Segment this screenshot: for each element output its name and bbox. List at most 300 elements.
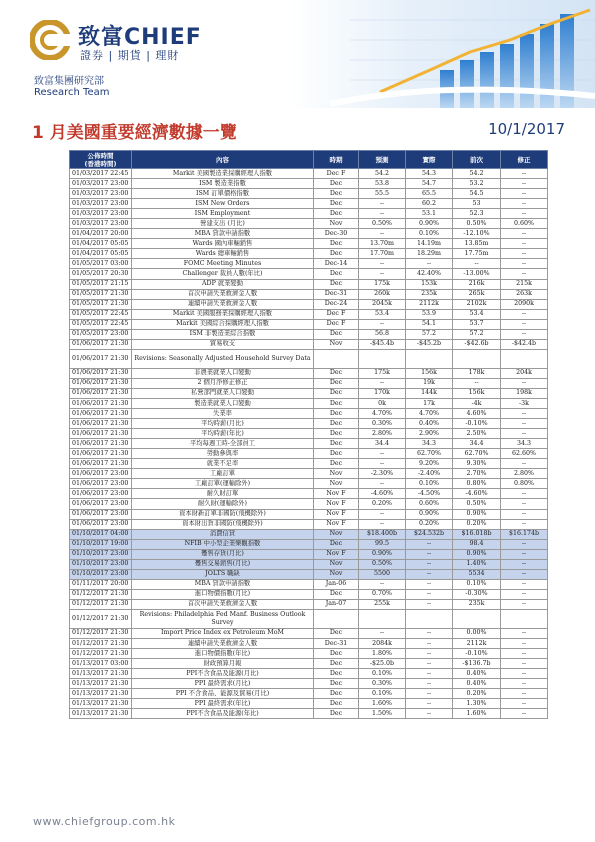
cell-time: 01/13/2017 03:00 [70,659,132,669]
table-row [70,659,548,669]
table-row [70,259,548,269]
cell-content: Revisions: Philadelphia Fed Manf. Business Outlook Survey [132,609,314,628]
cell-actual [406,349,453,368]
cell-prior: -0.30% [453,589,501,599]
cell-actual: 14.19m [406,239,453,249]
table-row [70,339,548,349]
cell-prior: 53.4 [453,309,501,319]
cell-time: 01/06/2017 21:30 [70,439,132,449]
cell-time: 01/05/2017 03:00 [70,259,132,269]
cell-prior: 0.10% [453,579,501,589]
cell-actual: 2.90% [406,429,453,439]
col-header-time: 公佈時間 (香港時間) [70,151,132,169]
cell-revised: 62.60% [501,449,548,459]
cell-forecast: 34.4 [359,439,406,449]
cell-actual: -4.50% [406,489,453,499]
cell-revised: 263k [501,289,548,299]
cell-content: FOMC Meeting Minutes [132,259,314,269]
cell-forecast: -- [359,479,406,489]
cell-prior: 178k [453,368,501,378]
cell-revised: -- [501,649,548,659]
cell-time: 01/06/2017 21:30 [70,349,132,368]
cell-revised: -- [501,599,548,609]
cell-prior: 52.3 [453,209,501,219]
cell-period: Nov [314,219,359,229]
cell-forecast: 260k [359,289,406,299]
chief-logo-icon [30,20,70,60]
cell-period: Nov [314,569,359,579]
cell-revised: -- [501,229,548,239]
table-row [70,429,548,439]
cell-revised: 2.80% [501,469,548,479]
cell-actual: 54.3 [406,169,453,179]
cell-revised: 2090k [501,299,548,309]
table-row [70,669,548,679]
table-row [70,459,548,469]
table-row [70,579,548,589]
cell-actual: 0.40% [406,419,453,429]
cell-prior: 34.4 [453,439,501,449]
cell-forecast: 1.50% [359,709,406,719]
cell-period: Dec [314,279,359,289]
cell-prior: -12.10% [453,229,501,239]
cell-actual: -- [406,549,453,559]
cell-forecast: 13.70m [359,239,406,249]
cell-actual: 0.90% [406,219,453,229]
cell-time: 01/03/2017 23:00 [70,189,132,199]
cell-forecast: 0k [359,398,406,408]
table-row [70,689,548,699]
cell-actual: -- [406,709,453,719]
cell-content: 平均每週工時-全部員工 [132,439,314,449]
cell-revised: -- [501,699,548,709]
cell-forecast: -- [359,319,406,329]
cell-time: 01/06/2017 21:30 [70,459,132,469]
cell-time: 01/12/2017 21:30 [70,639,132,649]
cell-content: 首次申請失業救濟金人數 [132,599,314,609]
cell-forecast: 2084k [359,639,406,649]
cell-content: 耐久財訂單 [132,489,314,499]
cell-revised: -- [501,378,548,388]
table-row [70,378,548,388]
cell-time: 01/04/2017 05:05 [70,249,132,259]
cell-period: Dec F [314,169,359,179]
cell-time: 01/06/2017 23:00 [70,479,132,489]
cell-period: Nov F [314,489,359,499]
cell-time: 01/10/2017 23:00 [70,559,132,569]
cell-time: 01/06/2017 21:30 [70,388,132,398]
cell-content: 工廠訂單(運輸除外) [132,479,314,489]
cell-time: 01/06/2017 23:00 [70,519,132,529]
cell-actual: 60.2 [406,199,453,209]
table-row [70,699,548,709]
header-chart-graphic [290,0,595,108]
cell-revised: -- [501,259,548,269]
cell-prior: 2.50% [453,429,501,439]
cell-prior: 2112k [453,639,501,649]
table-row [70,249,548,259]
cell-actual: 9.20% [406,459,453,469]
cell-prior: -$136.7b [453,659,501,669]
cell-prior: 0.90% [453,509,501,519]
cell-content: 2 個月淨修正修正 [132,378,314,388]
cell-forecast: 2045k [359,299,406,309]
cell-actual: 53.1 [406,209,453,219]
table-row [70,179,548,189]
col-header-period: 時期 [314,151,359,169]
cell-forecast: 175k [359,279,406,289]
cell-period: Nov [314,469,359,479]
table-row [70,189,548,199]
cell-prior: 9.30% [453,459,501,469]
table-row [70,609,548,628]
cell-forecast: 0.70% [359,589,406,599]
cell-revised: -3k [501,398,548,408]
cell-forecast: 0.10% [359,669,406,679]
cell-prior: 53.2 [453,179,501,189]
col-header-content: 內容 [132,151,314,169]
brand-name: 致富CHIEF [78,25,202,50]
cell-time: 01/05/2017 21:30 [70,299,132,309]
cell-content: MBA 貸款申請指數 [132,229,314,239]
cell-actual: -- [406,659,453,669]
cell-content: PPI不含食品及能源(年比) [132,709,314,719]
table-row [70,589,548,599]
cell-actual: -- [406,589,453,599]
cell-revised: 204k [501,368,548,378]
cell-period: Dec-31 [314,289,359,299]
table-row [70,649,548,659]
table-row [70,219,548,229]
table-row [70,279,548,289]
cell-forecast: 5500 [359,569,406,579]
cell-prior: -4.60% [453,489,501,499]
cell-revised: -- [501,429,548,439]
cell-prior: 0.80% [453,479,501,489]
table-header-row [70,151,548,169]
cell-content: PPI 最終需求(年比) [132,699,314,709]
cell-actual: 4.70% [406,409,453,419]
cell-time: 01/06/2017 21:30 [70,429,132,439]
cell-content: 進口物價指數(年比) [132,649,314,659]
cell-forecast: 170k [359,388,406,398]
cell-content: 製造業就業人口變動 [132,398,314,408]
cell-period: Jan-07 [314,599,359,609]
table-row [70,269,548,279]
cell-actual: -- [406,649,453,659]
cell-revised: -- [501,319,548,329]
cell-forecast: -- [359,229,406,239]
cell-actual: 0.90% [406,509,453,519]
cell-revised: -- [501,628,548,638]
table-row [70,209,548,219]
cell-prior: 13.85m [453,239,501,249]
cell-revised: -- [501,689,548,699]
cell-period: Jan-06 [314,579,359,589]
cell-content: 首次申請失業救濟金人數 [132,289,314,299]
cell-revised: 0.60% [501,219,548,229]
cell-time: 01/13/2017 21:30 [70,709,132,719]
table-row [70,239,548,249]
cell-period: Dec [314,249,359,259]
cell-revised: -- [501,679,548,689]
cell-actual: $24.532b [406,529,453,539]
cell-period: Nov F [314,549,359,559]
cell-period: Dec [314,239,359,249]
cell-content: 就業不足率 [132,459,314,469]
cell-period: Dec [314,669,359,679]
cell-actual: -- [406,569,453,579]
cell-revised: -- [501,209,548,219]
cell-time: 01/06/2017 21:30 [70,368,132,378]
cell-prior: 1.60% [453,709,501,719]
cell-revised [501,349,548,368]
cell-content: PPI 不含食品、能源及貿易(月比) [132,689,314,699]
cell-forecast: 0.10% [359,689,406,699]
cell-prior: 216k [453,279,501,289]
cell-prior: 4.60% [453,409,501,419]
cell-forecast: -$25.0b [359,659,406,669]
cell-revised: -- [501,569,548,579]
cell-prior: 54.2 [453,169,501,179]
cell-revised: -- [501,249,548,259]
cell-content: JOLTS 職缺 [132,569,314,579]
cell-content: Markit 美國綜合採購經理人指數 [132,319,314,329]
cell-time: 01/05/2017 23:00 [70,329,132,339]
cell-time: 01/05/2017 21:15 [70,279,132,289]
cell-revised: -- [501,419,548,429]
header [0,0,595,112]
cell-prior: 2102k [453,299,501,309]
cell-revised: -- [501,659,548,669]
cell-forecast: -- [359,449,406,459]
cell-time: 01/05/2017 20:30 [70,269,132,279]
cell-prior: 17.75m [453,249,501,259]
cell-time: 01/06/2017 21:30 [70,378,132,388]
cell-period: Dec [314,628,359,638]
cell-time: 01/13/2017 21:30 [70,669,132,679]
cell-content: PPI不含食品及能源(月比) [132,669,314,679]
report-date: 10/1/2017 [488,120,565,138]
table-row [70,489,548,499]
cell-period: Dec [314,209,359,219]
cell-actual: 65.5 [406,189,453,199]
cell-time: 01/04/2017 05:05 [70,239,132,249]
table-row [70,309,548,319]
cell-content: Wards 國內車輛銷售 [132,239,314,249]
table-row [70,419,548,429]
cell-actual: -- [406,599,453,609]
cell-forecast: -- [359,459,406,469]
cell-time: 01/05/2017 22:45 [70,319,132,329]
cell-prior: 156k [453,388,501,398]
cell-content: ISM 非製造業綜合指數 [132,329,314,339]
cell-content: 私營部門就業人口變動 [132,388,314,398]
cell-prior: 0.40% [453,679,501,689]
cell-time: 01/04/2017 20:00 [70,229,132,239]
cell-prior: 53 [453,199,501,209]
cell-prior: 235k [453,599,501,609]
cell-prior: 1.40% [453,559,501,569]
table-row [70,199,548,209]
table-row [70,469,548,479]
cell-content: 平均時薪(年比) [132,429,314,439]
cell-period: Dec [314,179,359,189]
cell-period: Dec [314,199,359,209]
cell-content: 勞動參與率 [132,449,314,459]
cell-time: 01/12/2017 21:30 [70,589,132,599]
cell-forecast: -$45.4b [359,339,406,349]
cell-forecast: 2.80% [359,429,406,439]
cell-time: 01/11/2017 20:00 [70,579,132,589]
cell-revised: $16.174b [501,529,548,539]
cell-actual: 2112k [406,299,453,309]
cell-content: Import Price Index ex Petroleum MoM [132,628,314,638]
cell-actual: 0.10% [406,479,453,489]
cell-prior: -4k [453,398,501,408]
cell-prior: 0.00% [453,628,501,638]
cell-content: 消費信貸 [132,529,314,539]
cell-period: Dec F [314,309,359,319]
cell-content: 連續申請失業救濟金人數 [132,299,314,309]
cell-period: Nov [314,559,359,569]
cell-actual: -- [406,559,453,569]
cell-prior: 62.70% [453,449,501,459]
cell-content: 貿易收支 [132,339,314,349]
cell-prior: 1.30% [453,699,501,709]
cell-actual: 42.40% [406,269,453,279]
cell-forecast: 53.4 [359,309,406,319]
cell-forecast: -- [359,378,406,388]
cell-actual: -- [406,628,453,638]
cell-time: 01/10/2017 23:00 [70,569,132,579]
cell-actual: -$45.2b [406,339,453,349]
cell-revised: -- [501,669,548,679]
cell-revised: 198k [501,388,548,398]
table-row [70,559,548,569]
cell-forecast: 0.20% [359,499,406,509]
cell-time: 01/03/2017 23:00 [70,219,132,229]
cell-actual: -2.40% [406,469,453,479]
cell-period: Dec-30 [314,229,359,239]
cell-period: Dec [314,388,359,398]
cell-period: Nov F [314,509,359,519]
col-header-actual: 實際 [406,151,453,169]
table-row [70,529,548,539]
cell-content: 非農業就業人口變動 [132,368,314,378]
cell-time: 01/05/2017 21:30 [70,289,132,299]
cell-time: 01/05/2017 22:45 [70,309,132,319]
cell-forecast: 56.8 [359,329,406,339]
cell-prior: 57.2 [453,329,501,339]
cell-content: 耐久財(運輸除外) [132,499,314,509]
cell-period: Dec [314,459,359,469]
cell-prior: 0.50% [453,219,501,229]
cell-forecast: 55.5 [359,189,406,199]
cell-revised: -- [501,639,548,649]
table-row [70,639,548,649]
table-row [70,479,548,489]
cell-revised: -- [501,169,548,179]
cell-period: Dec F [314,319,359,329]
cell-content: ADP 就業變動 [132,279,314,289]
cell-period: Dec [314,439,359,449]
cell-forecast: -- [359,209,406,219]
cell-actual: -- [406,699,453,709]
cell-content: 財政預算月報 [132,659,314,669]
cell-period: Dec-24 [314,299,359,309]
cell-period: Dec [314,539,359,549]
table-row [70,599,548,609]
cell-forecast: 99.5 [359,539,406,549]
cell-revised: -- [501,549,548,559]
cell-period: Dec [314,329,359,339]
cell-time: 01/06/2017 21:30 [70,339,132,349]
cell-actual: 17k [406,398,453,408]
table-row [70,549,548,559]
cell-content: 進口物價指數(月比) [132,589,314,599]
cell-time: 01/06/2017 21:30 [70,409,132,419]
cell-actual: 0.60% [406,499,453,509]
cell-actual: -- [406,689,453,699]
cell-forecast: -- [359,519,406,529]
cell-forecast: -- [359,579,406,589]
cell-time: 01/12/2017 21:30 [70,628,132,638]
cell-content: ISM 訂單價格指數 [132,189,314,199]
table-row [70,398,548,408]
cell-content: Challenger 裁員人數(年比) [132,269,314,279]
cell-actual: 53.9 [406,309,453,319]
economic-data-table [69,150,548,719]
cell-revised: 34.3 [501,439,548,449]
table-row [70,628,548,638]
cell-revised: -- [501,189,548,199]
cell-time: 01/06/2017 23:00 [70,489,132,499]
cell-actual: 153k [406,279,453,289]
cell-time: 01/06/2017 23:00 [70,499,132,509]
cell-period: Nov F [314,519,359,529]
cell-prior: 0.20% [453,689,501,699]
cell-content: 資本財出貨非國防(飛機除外) [132,519,314,529]
cell-revised: 0.80% [501,479,548,489]
cell-prior: 5534 [453,569,501,579]
cell-actual: 57.2 [406,329,453,339]
table-row [70,388,548,398]
cell-time: 01/13/2017 21:30 [70,679,132,689]
cell-time: 01/06/2017 23:00 [70,509,132,519]
cell-prior: $16.018b [453,529,501,539]
cell-actual: 19k [406,378,453,388]
cell-revised: -- [501,179,548,189]
cell-content: Revisions: Seasonally Adjusted Household Survey Data [132,349,314,368]
cell-actual: -- [406,669,453,679]
cell-time: 01/03/2017 23:00 [70,199,132,209]
cell-revised: -- [501,499,548,509]
cell-forecast: 0.30% [359,419,406,429]
cell-actual: 0.10% [406,229,453,239]
table-row [70,289,548,299]
page-title: 1 月美國重要經濟數據一覽 [32,123,237,143]
cell-prior: 53.7 [453,319,501,329]
cell-period: Dec [314,659,359,669]
cell-prior: 0.40% [453,669,501,679]
cell-content: Markit 美國製造業採購經理人指數 [132,169,314,179]
cell-actual: 54.1 [406,319,453,329]
cell-actual: 18.29m [406,249,453,259]
cell-content: ISM Employment [132,209,314,219]
cell-actual: 156k [406,368,453,378]
cell-revised: -- [501,409,548,419]
